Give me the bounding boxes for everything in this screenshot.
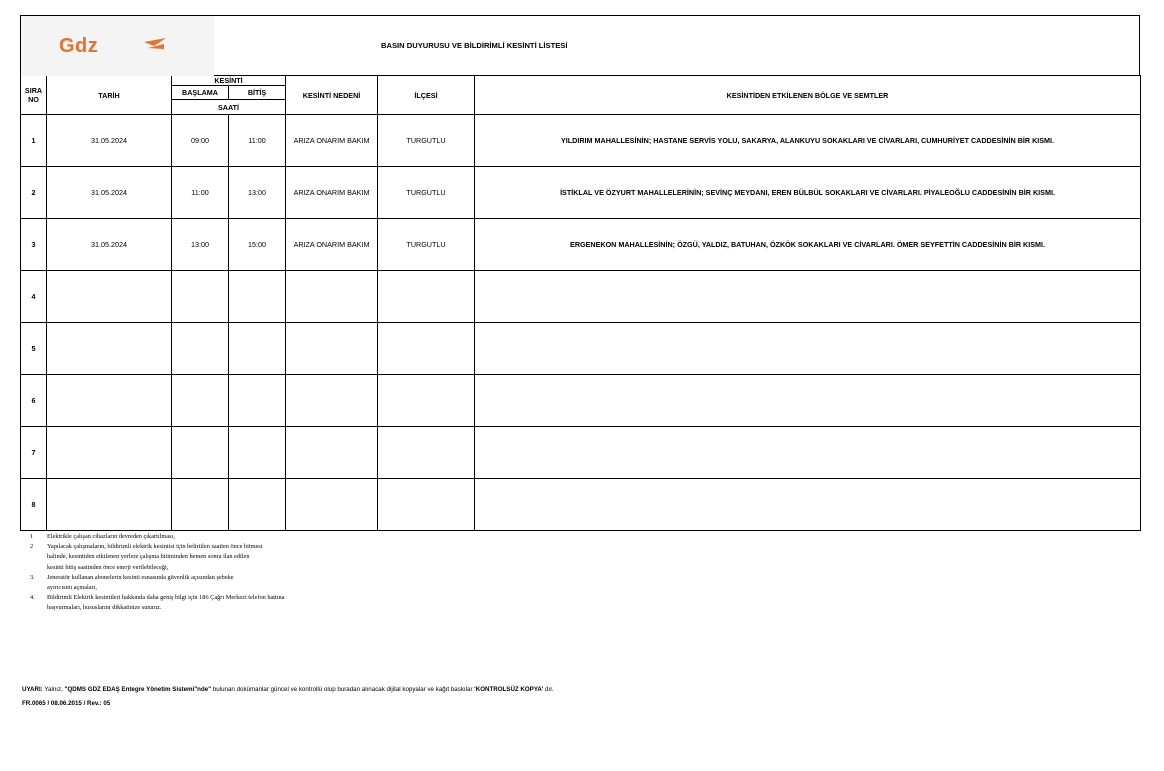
row-reason [286,375,378,427]
row-number: 1 [21,115,47,167]
note-item [30,573,284,583]
note-line: başvurmaları, hususlarını dikkatinize sunarız. [47,604,162,612]
company-logo: Gdz [59,35,99,57]
row-reason [286,427,378,479]
table-row [21,427,1141,479]
note-line: kesinti bitiş saatinden önce enerji verilebileceği, [47,563,169,571]
row-district [378,479,475,531]
row-date [47,375,172,427]
note-item [30,593,284,603]
note-number: 4. [30,594,35,602]
table-row [21,323,1141,375]
row-district: TURGUTLU [378,115,475,167]
header-ilce: İLÇESİ [378,76,475,115]
header-saati: SAATİ [172,100,286,115]
table-row [21,167,1141,219]
header-neden: KESİNTİ NEDENİ [286,76,378,115]
document-sheet [20,15,1140,531]
row-number: 8 [21,479,47,531]
row-end-time [229,479,286,531]
warning-uncontrolled: 'KONTROLSÜZ KOPYA' [474,686,544,693]
row-date: 31.05.2024 [47,219,172,271]
table-row [21,479,1141,531]
warning-text-2: bulunan dokümanlar güncel ve kontrollü olup buradan alınacak dijital kopyalar ve kağıt baskılar [211,686,475,693]
note-line: Bildirimli Elektrik kesintileri hakkında daha geniş bilgi için 186 Çağrı Merkezi telefon hattına [47,594,285,602]
row-date: 31.05.2024 [47,115,172,167]
row-number: 5 [21,323,47,375]
note-line: halinde, kesintiden etkilenen yerlere çalışma bitiminden hemen sonra ilan edilen [47,553,250,561]
row-end-time [229,271,286,323]
row-end-time: 11:00 [229,115,286,167]
outage-table [20,75,1141,531]
note-item [30,532,284,542]
row-end-time [229,427,286,479]
row-district: TURGUTLU [378,167,475,219]
row-start-time [172,479,229,531]
note-number: 3. [30,573,35,581]
logo-arrow-icon [144,36,166,52]
page-title: BASIN DUYURUSU VE BİLDİRİMLİ KESİNTİ LİSTESİ [381,41,568,50]
row-start-time [172,323,229,375]
header-kesinti: KESİNTİ [172,76,286,86]
row-date [47,479,172,531]
row-start-time [172,427,229,479]
note-number: 2 [30,543,34,551]
header-baslama: BAŞLAMA [172,86,229,100]
row-reason [286,271,378,323]
note-line: ayırıcısını açmaları, [47,584,98,592]
warning-label: UYARI: [22,686,43,693]
row-number: 7 [21,427,47,479]
note-number: 1 [30,533,34,540]
row-district [378,271,475,323]
row-area: İSTİKLAL VE ÖZYURT MAHALLELERİNİN; SEVİNÇ MEYDANI, EREN BÜLBÜL SOKAKLARI VE CİVARLARI. PİYALEOĞLU CADDESİNİN BİR KISMI. [475,167,1141,219]
header-bolge: KESİNTİDEN ETKİLENEN BÖLGE VE SEMTLER [475,76,1141,115]
row-date: 31.05.2024 [47,167,172,219]
header-bitis: BİTİŞ [229,86,286,100]
row-end-time [229,375,286,427]
row-end-time: 13:00 [229,167,286,219]
row-area [475,323,1141,375]
row-date [47,427,172,479]
warning-system-name: "QDMS GDZ EDAŞ Entegre Yönetim Sistemi"nde" [64,686,212,693]
notes-list [30,532,284,614]
warning-text-1: Yalnız, [42,686,65,693]
table-row [21,219,1141,271]
note-line: Elektrikle çalışan cihazların devreden çıkartılması, [47,533,175,540]
logo-area [21,16,214,76]
row-area [475,427,1141,479]
row-date [47,271,172,323]
row-reason [286,479,378,531]
row-reason: ARIZA ONARIM BAKIM [286,219,378,271]
row-end-time: 15:00 [229,219,286,271]
form-code: FR.0065 / 08.06.2015 / Rev.: 05 [22,700,111,707]
row-date [47,323,172,375]
row-reason: ARIZA ONARIM BAKIM [286,115,378,167]
row-start-time [172,271,229,323]
table-row [21,115,1141,167]
row-area: YILDIRIM MAHALLESİNİN; HASTANE SERVİS YOLU, SAKARYA, ALANKUYU SOKAKLARI VE CİVARLARI, CUMHURİYET CADDESİNİN BİR KISMI. [475,115,1141,167]
row-reason [286,323,378,375]
row-district: TURGUTLU [378,219,475,271]
row-number: 6 [21,375,47,427]
row-number: 2 [21,167,47,219]
note-line: Jeneratör kullanan abonelerin kesinti esnasında güvenlik açısından şebeke [47,573,234,581]
note-item [30,542,284,552]
table-row [21,375,1141,427]
row-area [475,375,1141,427]
table-row [21,271,1141,323]
row-district [378,375,475,427]
row-area [475,479,1141,531]
row-number: 3 [21,219,47,271]
header-tarih: TARİH [47,76,172,115]
row-start-time: 11:00 [172,167,229,219]
row-start-time: 09:00 [172,115,229,167]
row-start-time [172,375,229,427]
row-district [378,323,475,375]
row-start-time: 13:00 [172,219,229,271]
row-number: 4 [21,271,47,323]
document-header [20,15,1140,75]
header-sira-no: SIRA NO [21,76,47,115]
row-district [378,427,475,479]
note-line: Yapılacak çalışmaların, bildirimli elektrik kesintisi için belirtilen saatten önce bitmesi [47,543,263,551]
row-end-time [229,323,286,375]
row-reason: ARIZA ONARIM BAKIM [286,167,378,219]
footer-warning [22,686,554,693]
warning-text-3: dır. [543,686,554,693]
row-area [475,271,1141,323]
row-area: ERGENEKON MAHALLESİNİN; ÖZGÜ, YALDIZ, BATUHAN, ÖZKÖK SOKAKLARI VE CİVARLARI. ÖMER SEYFETTİN CADDESİNİN BİR KISMI. [475,219,1141,271]
